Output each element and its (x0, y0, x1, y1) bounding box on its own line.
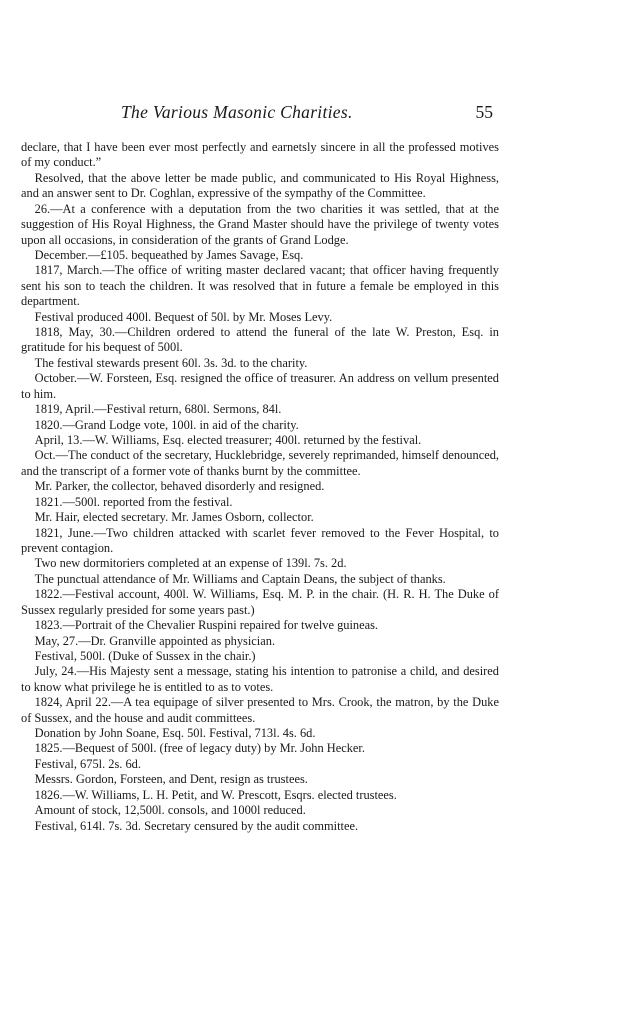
paragraph: Mr. Hair, elected secretary. Mr. James Osborn, collector. (34, 510, 314, 525)
paragraph: 1821.—500l. reported from the festival. (34, 494, 233, 509)
paragraph: July, 24.—His Majesty sent a message, stating his intention to patronise a child, and desired to know what privilege he is entitled to as to votes. (21, 664, 499, 694)
paragraph: 1822.—Festival account, 400l. W. Williams, Esq. M. P. in the chair. (H. R. H. The Duke of Sussex regularly presided for some years past.) (21, 587, 499, 617)
paragraph: December.—£105. bequeathed by James Savage, Esq. (34, 247, 304, 262)
paragraph: 1821, June.—Two children attacked with scarlet fever removed to the Fever Hospital, to prevent contagion. (21, 525, 499, 555)
paragraph: Oct.—The conduct of the secretary, Hucklebridge, severely reprimanded, himself denounced, and the transcript of a former vote of thanks burnt by the committee. (21, 448, 499, 478)
paragraph: 1819, April.—Festival return, 680l. Sermons, 84l. (34, 402, 282, 417)
paragraph: Two new dormitoriers completed at an expense of 139l. 7s. 2d. (34, 556, 347, 571)
body-text (21, 140, 499, 834)
paragraph: 1826.—W. Williams, L. H. Petit, and W. Prescott, Esqrs. elected trustees. (34, 787, 397, 802)
page-number: 55 (475, 102, 493, 122)
paragraph: Resolved, that the above letter be made public, and communicated to His Royal Highness, and an answer sent to Dr. Coghlan, expressive of the sympathy of the Committee. (21, 170, 499, 201)
paragraph: declare, that I have been ever most perfectly and earnetsly sincere in all the professed motives of my conduct.” (21, 140, 499, 170)
paragraph: Festival, 614l. 7s. 3d. Secretary censured by the audit committee. (34, 818, 359, 833)
paragraph: Amount of stock, 12,500l. consols, and 1000l reduced. (34, 803, 306, 818)
paragraph: 1824, April 22.—A tea equipage of silver presented to Mrs. Crook, the matron, by the Duke of Sussex, and the house and audit committees. (21, 695, 499, 725)
paragraph: 1823.—Portrait of the Chevalier Ruspini repaired for twelve guineas. (34, 618, 379, 633)
paragraph: The punctual attendance of Mr. Williams and Captain Deans, the subject of thanks. (34, 571, 446, 586)
paragraph: 26.—At a conference with a deputation from the two charities it was settled, that at the suggestion of His Royal Highness, the Grand Master should have the privilege of twenty votes upon all occasions, in consideration of the grants of Grand Lodge. (21, 201, 499, 247)
running-header (21, 102, 499, 128)
paragraph: Festival, 500l. (Duke of Sussex in the chair.) (34, 648, 256, 663)
paragraph: 1820.—Grand Lodge vote, 100l. in aid of the charity. (34, 417, 299, 432)
paragraph: May, 27.—Dr. Granville appointed as physician. (34, 633, 276, 648)
paragraph: 1817, March.—The office of writing master declared vacant; that officer having frequently sent his son to teach the children. It was resolved that in future a female be employed in this department. (21, 263, 499, 309)
paragraph: April, 13.—W. Williams, Esq. elected treasurer; 400l. returned by the festival. (34, 433, 422, 448)
paragraph: 1818, May, 30.—Children ordered to attend the funeral of the late W. Preston, Esq. in gratitude for his bequest of 500l. (21, 325, 499, 355)
paragraph: Mr. Parker, the collector, behaved disorderly and resigned. (34, 479, 325, 494)
paragraph: Messrs. Gordon, Forsteen, and Dent, resign as trustees. (34, 772, 308, 787)
paragraph: Donation by John Soane, Esq. 50l. Festival, 713l. 4s. 6d. (34, 726, 316, 741)
paragraph: 1825.—Bequest of 500l. (free of legacy duty) by Mr. John Hecker. (34, 741, 365, 756)
paragraph: Festival, 675l. 2s. 6d. (34, 756, 141, 771)
paragraph: October.—W. Forsteen, Esq. resigned the office of treasurer. An address on vellum presented to him. (21, 371, 499, 401)
paragraph: Festival produced 400l. Bequest of 50l. by Mr. Moses Levy. (34, 309, 333, 324)
running-title: The Various Masonic Charities. (121, 102, 353, 122)
paragraph: The festival stewards present 60l. 3s. 3d. to the charity. (34, 355, 308, 370)
